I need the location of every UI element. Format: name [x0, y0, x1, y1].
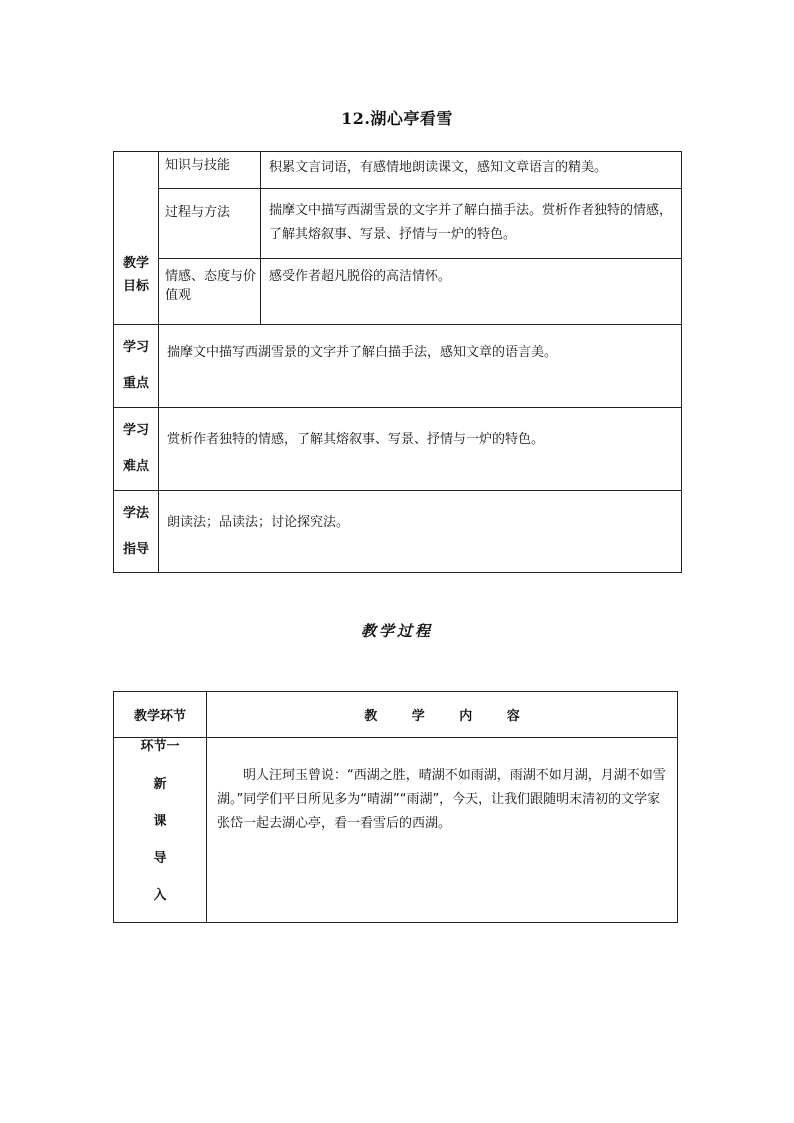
page-title: 12.湖心亭看雪: [341, 109, 453, 128]
objective-text-knowledge: 积累文言词语，有感情地朗读课文，感知文章语言的精美。: [261, 152, 682, 189]
objectives-heading: [114, 152, 159, 325]
step-title: 环节一: [140, 739, 180, 754]
focus-text: 揣摩文中描写西湖雪景的文字并了解白描手法，感知文章的语言美。: [159, 325, 682, 408]
process-col-header-content: 教 学 内 容: [207, 692, 678, 738]
objectives-heading-line2: 目标: [122, 279, 149, 294]
objective-label-attitude: 情感、态度与价值观: [159, 259, 261, 325]
difficulty-text: 赏析作者独特的情感，了解其熔叙事、写景、抒情与一炉的特色。: [159, 408, 682, 491]
step-char: 导: [153, 851, 167, 866]
focus-heading-line2: 重点: [122, 376, 149, 391]
method-text: 朗读法；品读法；讨论探究法。: [159, 491, 682, 573]
objective-label-process: 过程与方法: [159, 189, 261, 259]
step-char: 课: [153, 814, 167, 829]
process-content-text: 明人汪珂玉曾说：“西湖之胜，晴湖不如雨湖，雨湖不如月湖，月湖不如雪湖。”同学们平日所见多为“晴湖”“雨湖”，今天，让我们跟随明末清初的文学家张岱一起去湖心亭，看一看雪后的西湖。: [207, 738, 678, 923]
method-heading-line1: 学法: [122, 505, 149, 521]
difficulty-heading-line1: 学习: [122, 423, 149, 438]
method-heading: [114, 491, 159, 573]
objective-text-process: 揣摩文中描写西湖雪景的文字并了解白描手法。赏析作者独特的情感，了解其熔叙事、写景、抒情与一炉的特色。: [261, 189, 682, 259]
focus-heading-line1: 学习: [122, 340, 149, 355]
difficulty-heading: [114, 408, 159, 491]
process-table: [113, 691, 678, 923]
process-col-header-step: 教学环节: [114, 692, 207, 738]
step-char: 新: [153, 777, 167, 792]
objectives-heading-line1: 教学: [122, 256, 149, 271]
objective-text-attitude: 感受作者超凡脱俗的高洁情怀。: [261, 259, 682, 325]
process-step-cell: [114, 738, 207, 923]
process-title: 教学过程: [360, 622, 433, 640]
objective-label-knowledge: 知识与技能: [159, 152, 261, 189]
objectives-table: [113, 151, 682, 573]
step-char: 入: [153, 888, 167, 903]
difficulty-heading-line2: 难点: [122, 459, 149, 474]
method-heading-line2: 指导: [122, 541, 149, 557]
focus-heading: [114, 325, 159, 408]
